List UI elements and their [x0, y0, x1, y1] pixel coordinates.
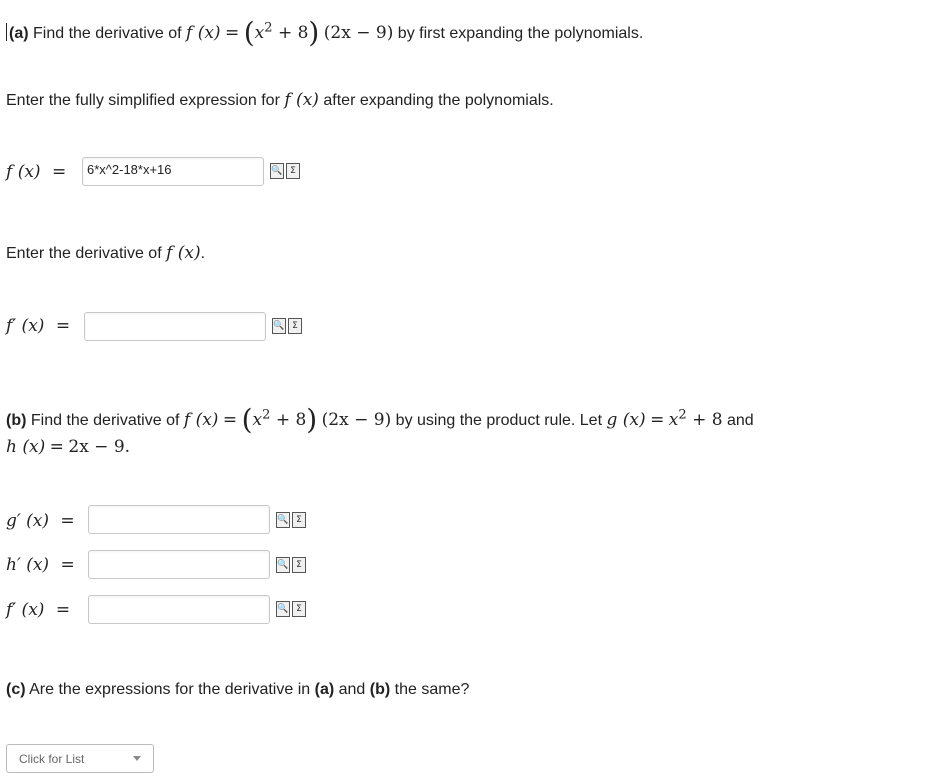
gprime-input[interactable]	[88, 505, 270, 534]
fprime-label-a: f′ (x) =	[6, 316, 71, 336]
chevron-down-icon	[133, 756, 141, 761]
part-c-question: (c) Are the expressions for the derivative in (a) and (b) the same?	[6, 681, 470, 698]
equation-editor-icon[interactable]: Σ	[286, 163, 300, 179]
part-a-question: (a) Find the derivative of f $(x) = (x^2 + 8) (2x - 9)$ by first expanding the polynomials.	[6, 16, 643, 49]
text-cursor	[6, 23, 7, 41]
gprime-label: g′ (x) =	[6, 511, 75, 531]
fprime-label-b: f′ (x) =	[6, 600, 71, 620]
fprime-input-a[interactable]	[84, 312, 266, 341]
same-dropdown[interactable]	[6, 744, 154, 773]
equation-editor-icon[interactable]: Σ	[292, 601, 306, 617]
equation-editor-icon[interactable]: Σ	[292, 557, 306, 573]
preview-icon[interactable]: 🔍	[272, 318, 286, 334]
gprime-tools	[276, 512, 306, 528]
part-a-label: (a)	[9, 25, 29, 42]
equation-editor-icon[interactable]: Σ	[292, 512, 306, 528]
f-expanded-input[interactable]: 6*x^2-18*x+16	[82, 157, 264, 186]
f-label: f (x) =	[6, 162, 67, 182]
f-tools	[270, 163, 300, 179]
preview-icon[interactable]: 🔍	[276, 557, 290, 573]
preview-icon[interactable]: 🔍	[276, 601, 290, 617]
part-b-question: (b) Find the derivative of f $(x) = (x^2 + 8) (2x - 9)$ by using the product rule. Let g $(x) = x^2 + 8$ and	[6, 403, 754, 436]
preview-icon[interactable]: 🔍	[270, 163, 284, 179]
derivative-prompt: Enter the derivative of f (x).	[6, 243, 206, 263]
fprime-b-tools	[276, 601, 306, 617]
preview-icon[interactable]: 🔍	[276, 512, 290, 528]
fprime-a-tools	[272, 318, 302, 334]
equation-editor-icon[interactable]: Σ	[288, 318, 302, 334]
fprime-input-b[interactable]	[88, 595, 270, 624]
dropdown-placeholder: Click for List	[19, 751, 85, 766]
part-b-h-def: h (x) = 2x − 9.	[6, 437, 131, 457]
part-b-label: (b)	[6, 412, 27, 429]
hprime-input[interactable]	[88, 550, 270, 579]
hprime-label: h′ (x) =	[6, 555, 75, 575]
hprime-tools	[276, 557, 306, 573]
expand-prompt: Enter the fully simplified expression for f (x) after expanding the polynomials.	[6, 90, 554, 110]
